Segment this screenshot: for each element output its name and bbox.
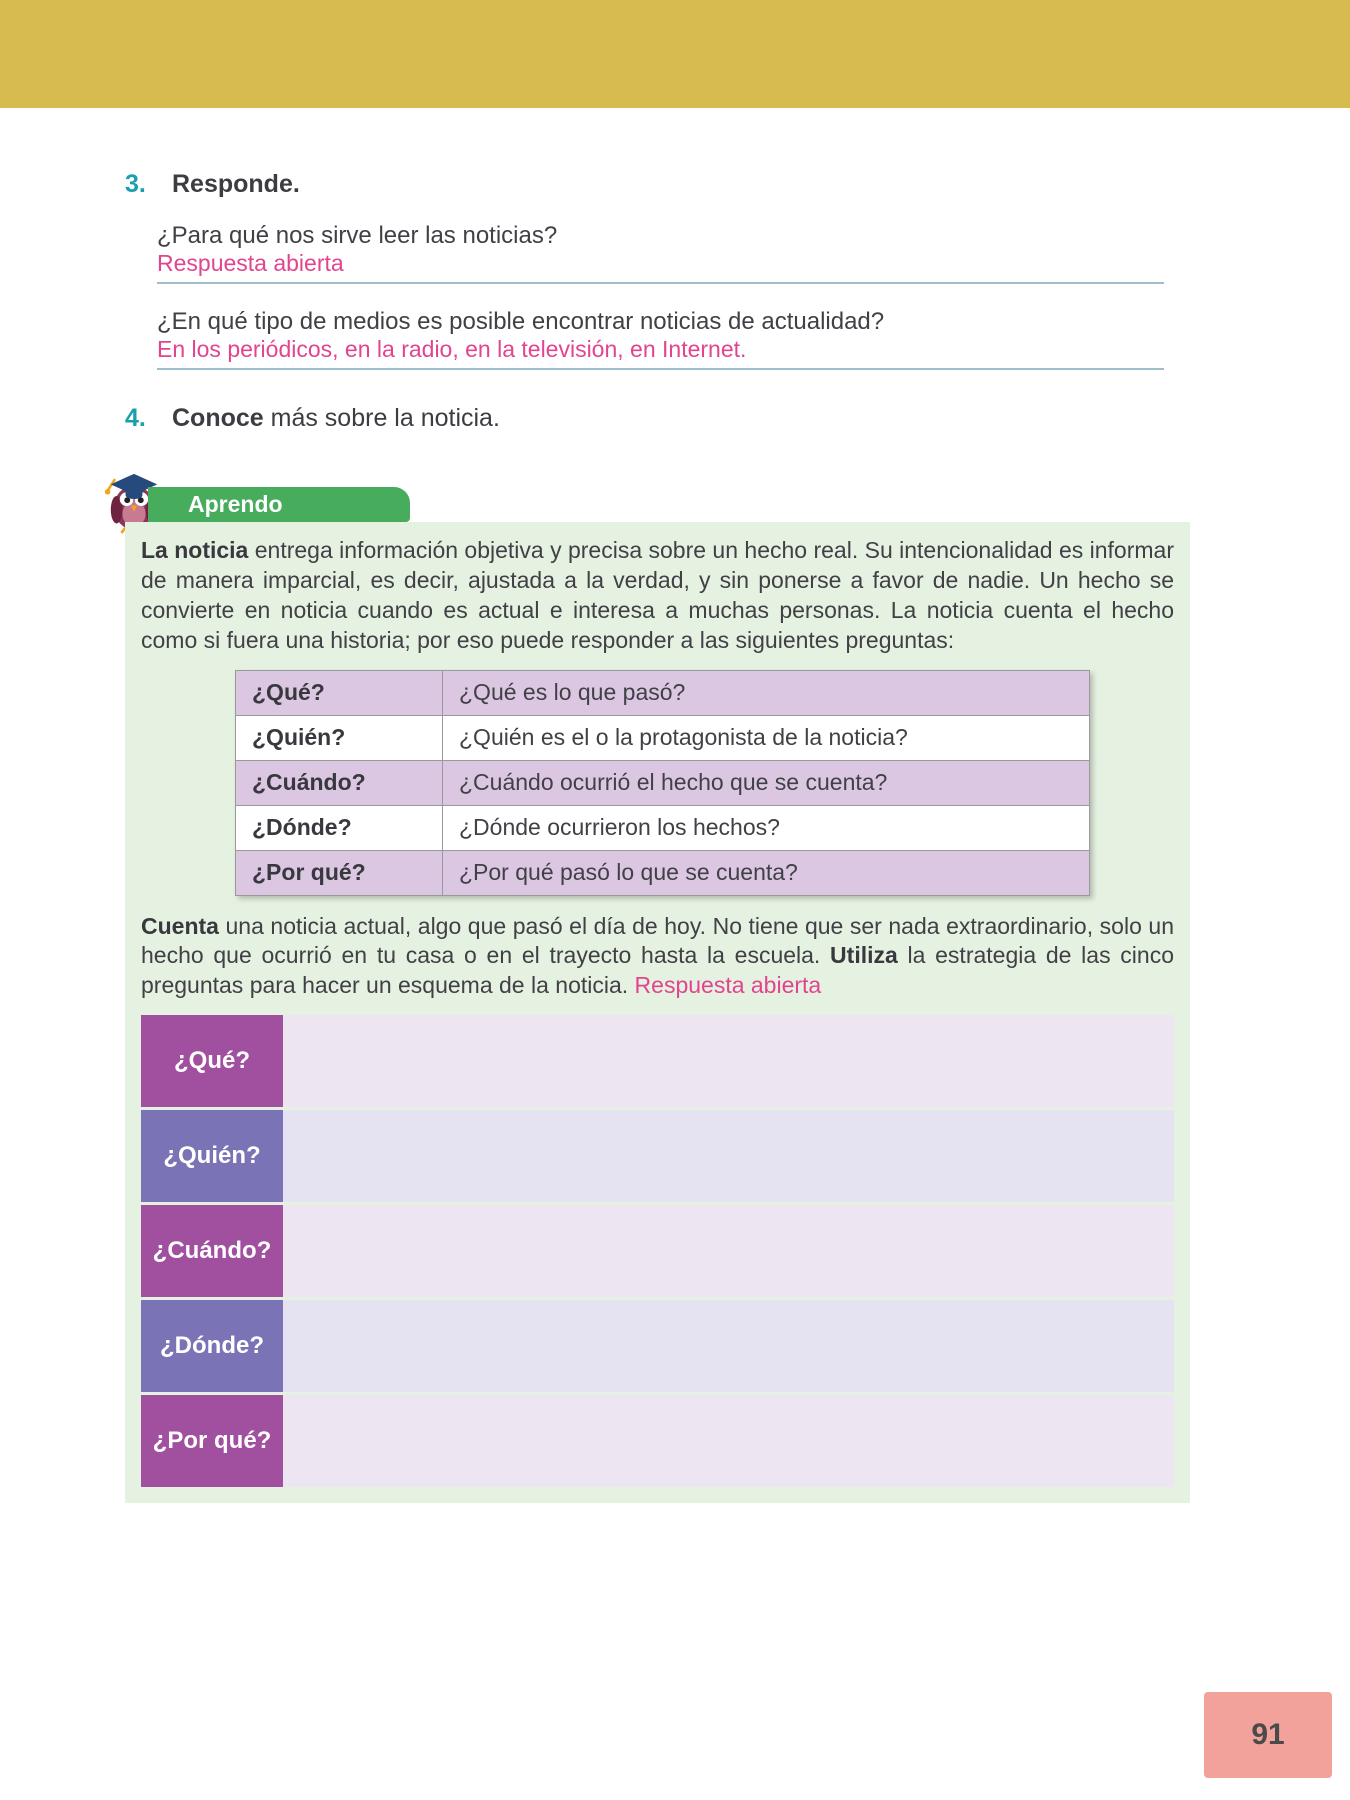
table-row — [236, 715, 1090, 760]
exercise-4-number: 4. — [125, 404, 146, 432]
schema-label: ¿Cuándo? — [141, 1205, 283, 1297]
schema-row — [141, 1300, 1174, 1392]
answer-1-text: Respuesta abierta — [157, 250, 344, 276]
schema-answer-cell — [283, 1110, 1174, 1202]
five-questions-table — [235, 670, 1090, 896]
schema-row — [141, 1205, 1174, 1297]
schema-answer-cell — [283, 1300, 1174, 1392]
question-desc-cell: ¿Quién es el o la protagonista de la noticia? — [443, 715, 1090, 760]
schema-label: ¿Por qué? — [141, 1395, 283, 1487]
exercise-3-number: 3. — [125, 170, 146, 198]
answer-1-line — [157, 250, 1164, 284]
aprendo-tab — [148, 487, 410, 522]
aprendo-intro-paragraph — [141, 536, 1174, 656]
aprendo-panel — [125, 522, 1190, 1503]
exercise-3-title: Responde. — [172, 170, 300, 198]
exercise-4-title-rest: más sobre la noticia. — [263, 404, 500, 432]
schema-row — [141, 1015, 1174, 1107]
task-paragraph — [141, 912, 1174, 1002]
schema-label: ¿Dónde? — [141, 1300, 283, 1392]
question-word-cell: ¿Quién? — [236, 715, 443, 760]
schema-answer-cell — [283, 1395, 1174, 1487]
question-word-cell: ¿Por qué? — [236, 850, 443, 895]
task-answer-note: Respuesta abierta — [634, 972, 822, 999]
question-word-cell: ¿Qué? — [236, 670, 443, 715]
schema-label: ¿Qué? — [141, 1015, 283, 1107]
page-number-tab — [1204, 1692, 1332, 1778]
schema-label: ¿Quién? — [141, 1110, 283, 1202]
question-2: ¿En qué tipo de medios es posible encontrar noticias de actualidad? — [157, 308, 885, 335]
schema-answer-cell — [283, 1015, 1174, 1107]
question-desc-cell: ¿Dónde ocurrieron los hechos? — [443, 805, 1090, 850]
question-word-cell: ¿Cuándo? — [236, 760, 443, 805]
intro-text: entrega información objetiva y precisa sobre un hecho real. Su intencionalidad es informar de manera imparcial, es decir, ajustada a la verdad, y sin ponerse a favor de nadie. Un hecho se convierte en noticia cuando es actual e interesa a muchas personas. La noticia cuenta el hecho como si fuera una historia; por eso puede responder a las siguientes preguntas: — [141, 537, 1174, 653]
intro-bold-term: La noticia — [141, 537, 249, 563]
answer-2-text: En los periódicos, en la radio, en la televisión, en Internet. — [157, 336, 747, 362]
exercise-3-header — [125, 170, 300, 199]
table-row — [236, 760, 1090, 805]
task-text-2: la estrategia de las cinco preguntas para hacer un esquema de la noticia. — [141, 942, 1174, 999]
task-text-1: una noticia actual, algo que pasó el día de hoy. No tiene que ser nada extraordinario, solo un hecho que ocurrió en tu casa o en el trayecto hasta la escuela. — [141, 912, 1174, 969]
schema-row — [141, 1110, 1174, 1202]
top-decoration-band — [0, 0, 1350, 108]
answer-2-line — [157, 336, 1164, 370]
table-row — [236, 805, 1090, 850]
schema-row — [141, 1395, 1174, 1487]
table-row — [236, 850, 1090, 895]
news-schema-table — [141, 1015, 1174, 1487]
question-word-cell: ¿Dónde? — [236, 805, 443, 850]
table-row — [236, 670, 1090, 715]
question-1: ¿Para qué nos sirve leer las noticias? — [157, 222, 558, 249]
schema-answer-cell — [283, 1205, 1174, 1297]
question-desc-cell: ¿Qué es lo que pasó? — [443, 670, 1090, 715]
aprendo-tab-label: Aprendo — [188, 491, 283, 517]
question-desc-cell: ¿Por qué pasó lo que se cuenta? — [443, 850, 1090, 895]
page-number: 91 — [1251, 1718, 1285, 1751]
exercise-4-header — [125, 404, 500, 433]
question-desc-cell: ¿Cuándo ocurrió el hecho que se cuenta? — [443, 760, 1090, 805]
exercise-4-title-bold: Conoce — [172, 404, 264, 432]
task-bold-1: Cuenta — [141, 912, 219, 939]
task-bold-2: Utiliza — [830, 942, 898, 969]
